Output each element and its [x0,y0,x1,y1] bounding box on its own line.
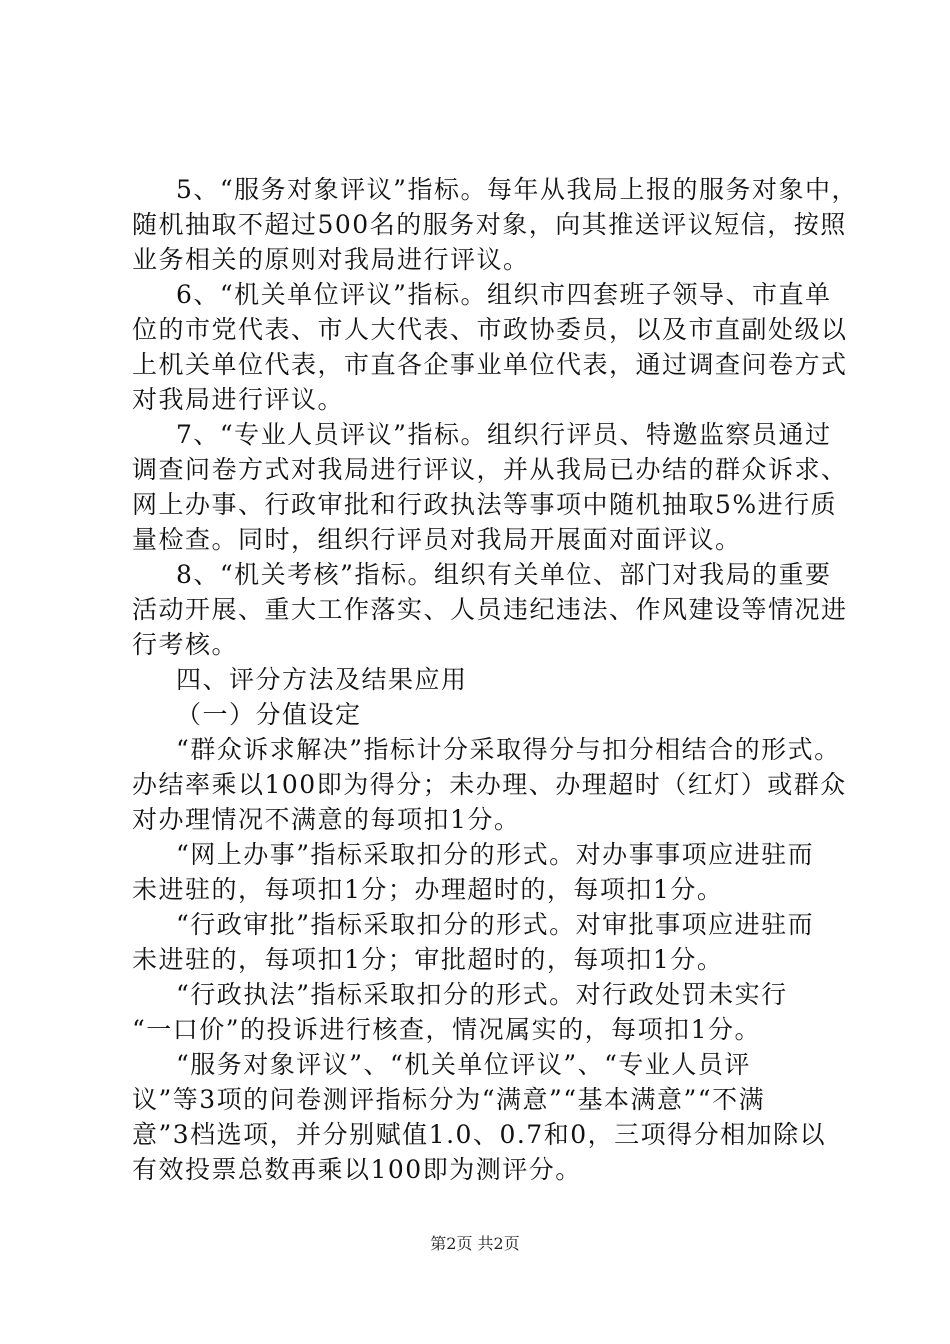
text-line: 对我局进行评议。 [132,385,345,414]
text-line: “群众诉求解决”指标计分采取得分与扣分相结合的形式。 [176,735,841,764]
text-line: 位的市党代表、市人大代表、市政协委员，以及市直副处级以 [132,315,848,344]
text-line: 上机关单位代表，市直各企事业单位代表，通过调查问卷方式 [132,350,848,379]
text-line: 8、“机关考核”指标。组织有关单位、部门对我局的重要 [176,560,832,589]
text-line: 业务相关的原则对我局进行评议。 [132,245,530,274]
text-line: 行考核。 [132,630,239,659]
text-line: 5、“服务对象评议”指标。每年从我局上报的服务对象中， [176,175,858,204]
text-line: 未进驻的，每项扣1分；审批超时的，每项扣1分。 [132,945,724,974]
text-line: 6、“机关单位评议”指标。组织市四套班子领导、市直单 [176,280,832,309]
text-line: 网上办事、行政审批和行政执法等事项中随机抽取5%进行质 [132,490,838,519]
text-line: 活动开展、重大工作落实、人员违纪违法、作风建设等情况进 [132,595,848,624]
page-number-footer: 第2页 共2页 [430,1234,520,1253]
text-line: “行政审批”指标采取扣分的形式。对审批事项应进驻而 [176,910,815,939]
text-line: “网上办事”指标采取扣分的形式。对办事事项应进驻而 [176,840,815,869]
subsection-heading: （一）分值设定 [176,700,362,729]
text-line: “行政执法”指标采取扣分的形式。对行政处罚未实行 [176,980,788,1009]
text-line: 意”3档选项，并分别赋值1.0、0.7和0，三项得分相加除以 [132,1120,827,1149]
section-heading: 四、评分方法及结果应用 [176,665,468,694]
text-line: 办结率乘以100即为得分；未办理、办理超时（红灯）或群众 [132,770,847,799]
text-line: “服务对象评议”、“机关单位评议”、“专业人员评 [176,1050,751,1079]
text-line: “一口价”的投诉进行核查，情况属实的，每项扣1分。 [132,1015,761,1044]
text-line: 7、“专业人员评议”指标。组织行评员、特邀监察员通过 [176,420,832,449]
text-line: 调查问卷方式对我局进行评议，并从我局已办结的群众诉求、 [132,455,848,484]
text-line: 有效投票总数再乘以100即为测评分。 [132,1155,582,1184]
text-line: 随机抽取不超过500名的服务对象，向其推送评议短信，按照 [132,210,847,239]
text-line: 未进驻的，每项扣1分；办理超时的，每项扣1分。 [132,875,724,904]
text-line: 议”等3项的问卷测评指标分为“满意”“基本满意”“不满 [132,1085,766,1114]
text-line: 量检查。同时，组织行评员对我局开展面对面评议。 [132,525,742,554]
text-line: 对办理情况不满意的每项扣1分。 [132,805,521,834]
